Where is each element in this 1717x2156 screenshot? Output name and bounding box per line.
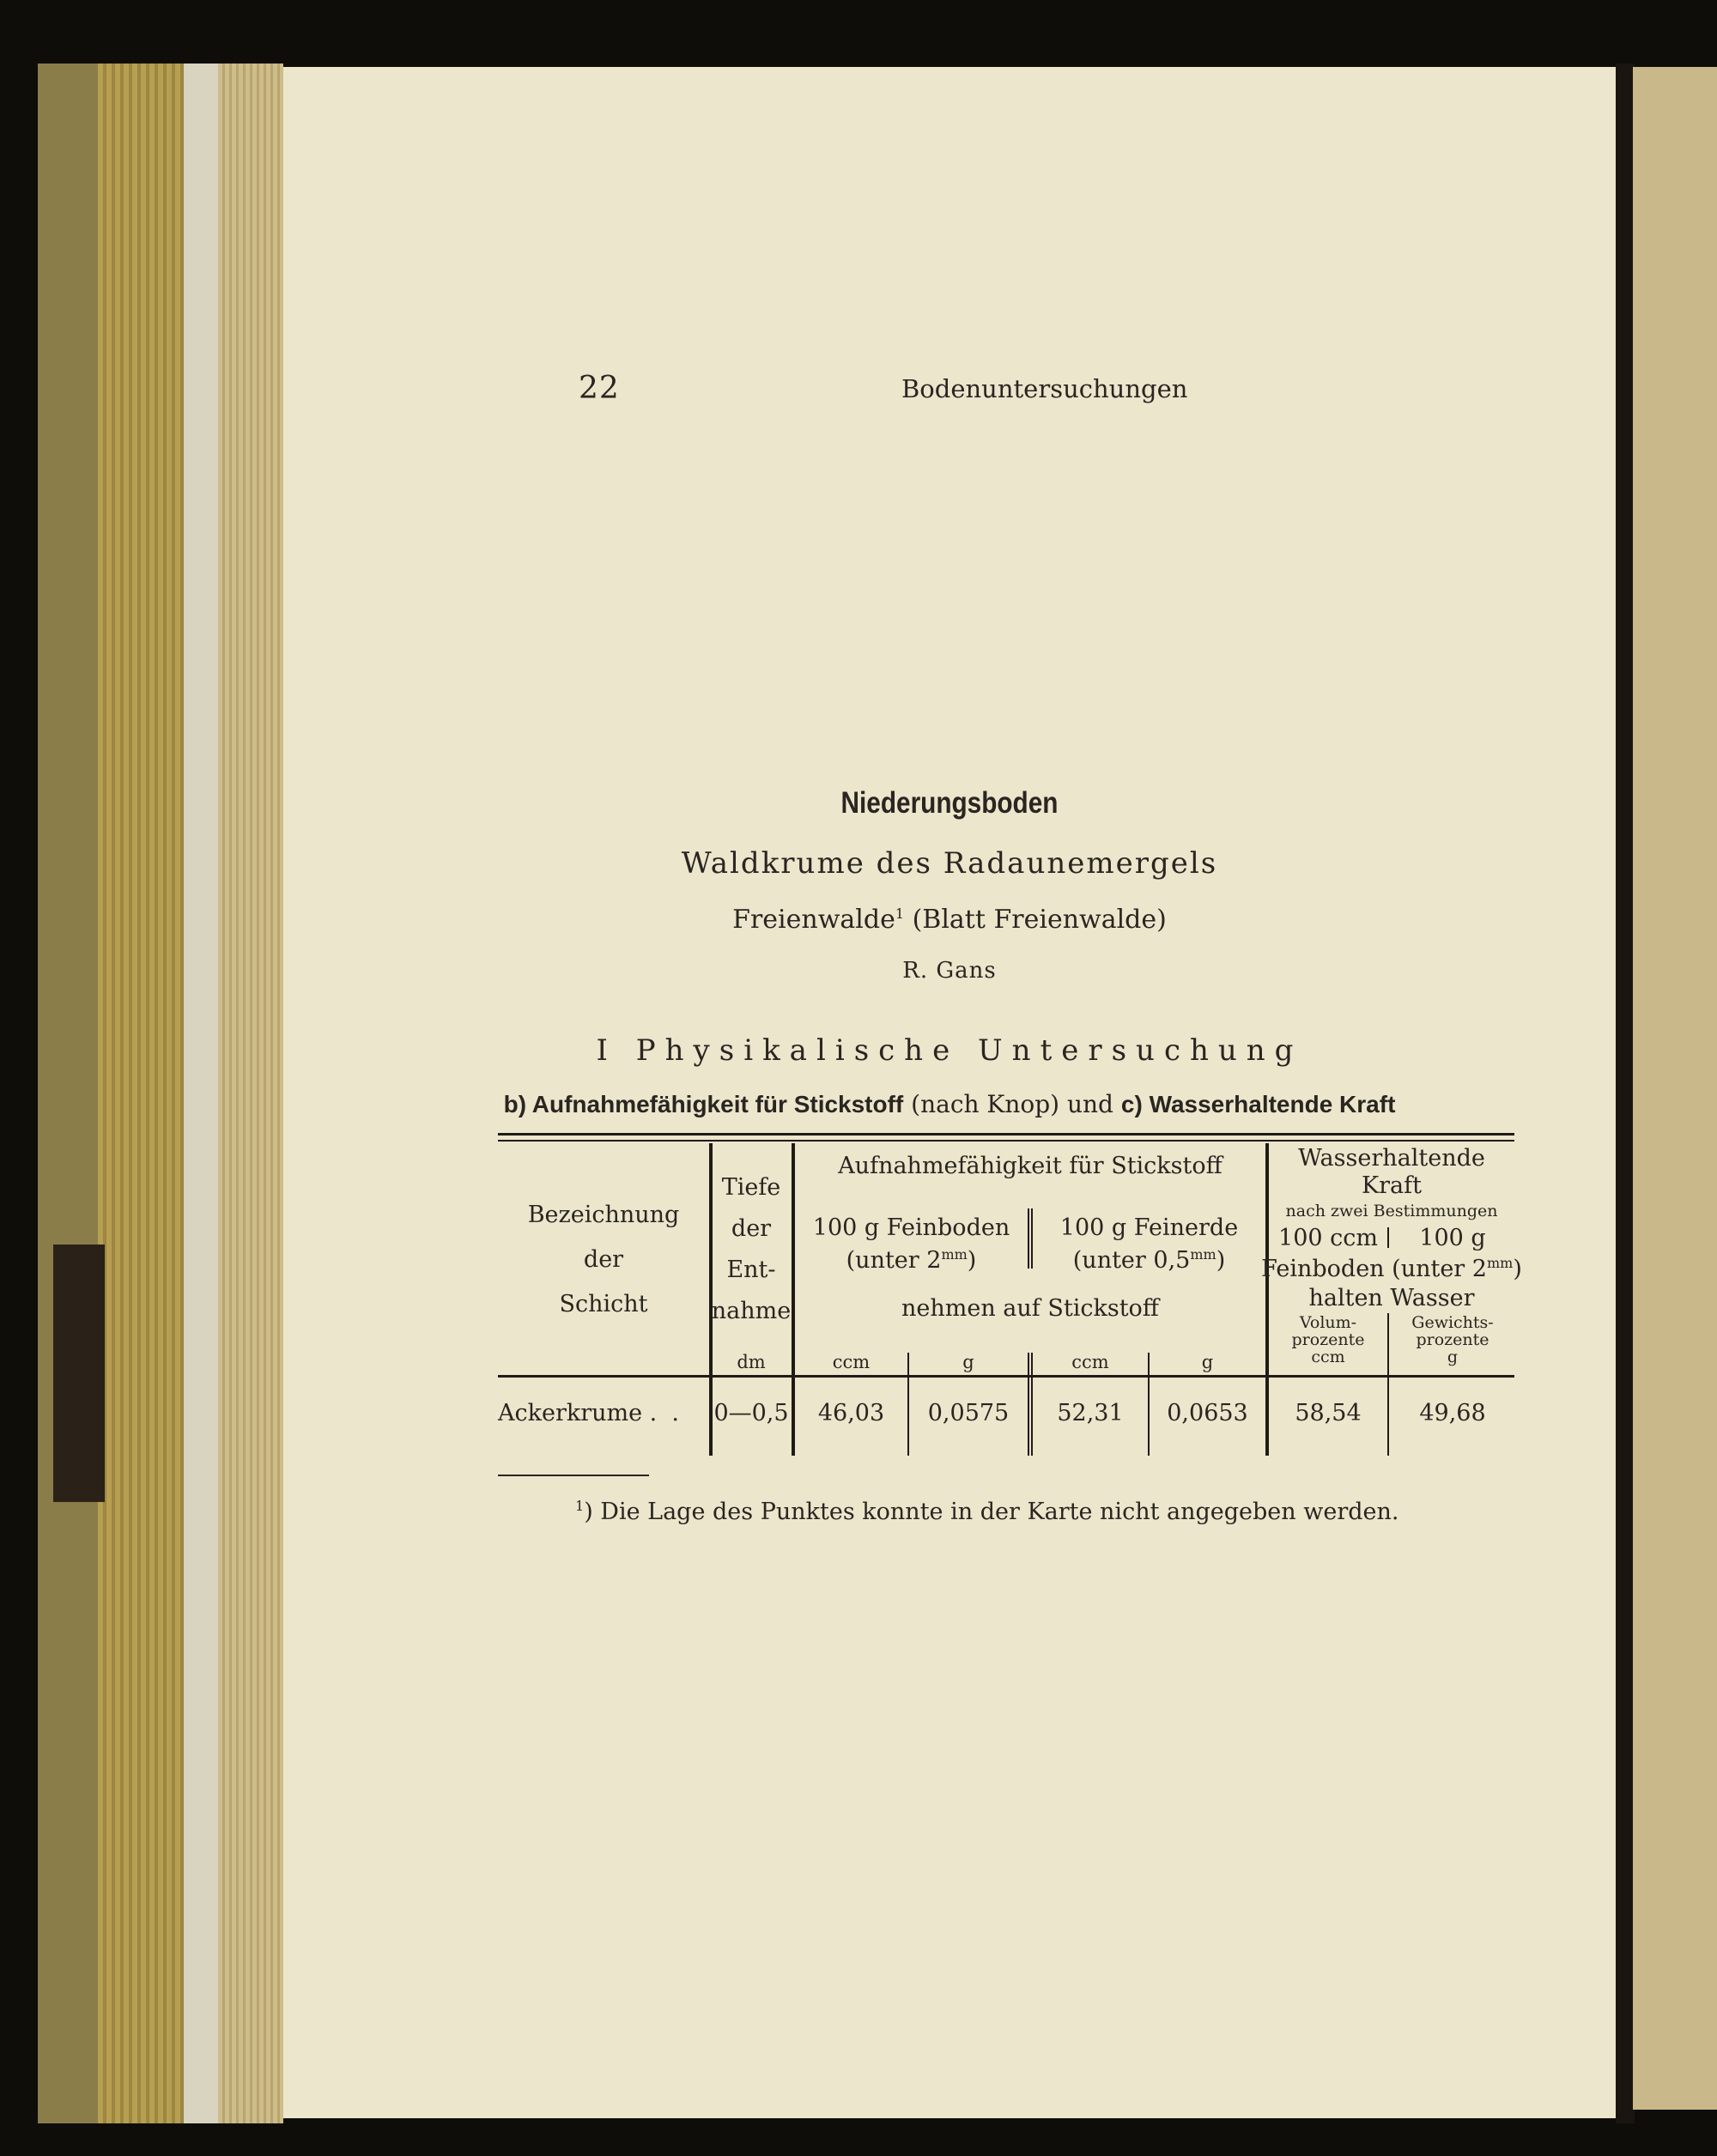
wasser-title2: Kraft — [1361, 1172, 1423, 1199]
header-tiefe-line3: Ent- — [726, 1257, 776, 1283]
table-rule-top-thin — [498, 1140, 1514, 1142]
feinboden-line2-pre: (unter 2 — [846, 1247, 942, 1274]
header-tiefe-line2: der — [731, 1215, 772, 1242]
unit-feinboden-g: g — [962, 1352, 974, 1372]
feinerde-line2 — [1033, 1245, 1265, 1277]
map-sheet: (Blatt Freienwalde) — [904, 905, 1167, 935]
gewichts-line2: prozente — [1416, 1329, 1489, 1349]
book-gutter-shadow — [1616, 64, 1635, 2123]
book-page-edges — [98, 64, 184, 2123]
wasser-feinboden-pre: Feinboden (unter 2 — [1261, 1256, 1487, 1282]
wasser-title1: Wasserhaltende — [1298, 1145, 1485, 1172]
volum-line1: Volum- — [1299, 1313, 1357, 1332]
volum-unit: ccm — [1311, 1347, 1345, 1366]
row-feinboden-g: 0,0575 — [927, 1400, 1010, 1426]
header-wasser — [1269, 1145, 1514, 1200]
page-title: Niederungsboden — [840, 786, 1059, 820]
feinerde-line2-post: ) — [1216, 1247, 1226, 1274]
wasser-halten: halten Wasser — [1308, 1285, 1475, 1311]
row-schicht: Ackerkrume . . — [498, 1400, 680, 1426]
unit-feinboden-ccm: ccm — [832, 1352, 871, 1372]
book-edge-outer — [38, 64, 98, 2123]
feinboden-line2-post: ) — [967, 1247, 977, 1274]
author: R. Gans — [902, 958, 997, 984]
gewichts-line1: Gewichts- — [1411, 1313, 1494, 1332]
footnote — [575, 1499, 1399, 1525]
row-feinerde-ccm: 52,31 — [1057, 1400, 1124, 1426]
header-bezeichnung — [498, 1193, 709, 1327]
book-page-edges-light — [184, 64, 218, 2123]
row-volum: 58,54 — [1295, 1400, 1362, 1426]
location-name: Freienwalde — [732, 905, 895, 935]
table-rule-header — [498, 1375, 1514, 1378]
wasser-100ccm: 100 ccm — [1278, 1225, 1378, 1251]
subsection-mid: (nach Knop) und — [903, 1090, 1121, 1118]
header-nehmen: nehmen auf Stickstoff — [901, 1295, 1159, 1322]
gewichts-unit: g — [1447, 1347, 1459, 1366]
wasser-feinboden — [1260, 1255, 1523, 1313]
wasser-nach: nach zwei Bestimmungen — [1285, 1202, 1498, 1220]
wasser-feinboden-sup: mm — [1486, 1255, 1514, 1271]
footnote-ref: 1 — [895, 905, 905, 922]
header-feinerde — [1033, 1212, 1265, 1277]
header-gewichts — [1391, 1315, 1514, 1366]
subsection-c: c) Wasserhaltende Kraft — [1120, 1091, 1396, 1117]
header-bezeichnung-line3: Schicht — [559, 1291, 648, 1317]
page-number: 22 — [579, 371, 620, 406]
document-page — [283, 67, 1616, 2118]
facing-page-edge — [1633, 67, 1717, 2110]
book-page-edges-inner — [218, 64, 283, 2123]
page-header — [283, 371, 1616, 414]
wasser-feinboden-post: ) — [1513, 1256, 1522, 1282]
header-tiefe-line4: nahme — [711, 1298, 792, 1324]
row-gewichts: 49,68 — [1419, 1400, 1486, 1426]
header-aufnahme: Aufnahmefähigkeit für Stickstoff — [838, 1153, 1223, 1179]
feinboden-line2 — [795, 1245, 1028, 1277]
feinboden-line2-sup: mm — [941, 1246, 968, 1263]
footnote-text: ) Die Lage des Punktes konnte in der Karte nicht angegeben werden. — [584, 1499, 1399, 1525]
row-tiefe: 0—0,5 — [713, 1400, 789, 1426]
footnote-mark: 1 — [575, 1498, 585, 1514]
feinerde-line2-pre: (unter 0,5 — [1072, 1247, 1191, 1274]
feinerde-line1: 100 g Feinerde — [1059, 1214, 1239, 1241]
header-feinboden — [795, 1212, 1028, 1277]
unit-feinerde-ccm: ccm — [1071, 1352, 1109, 1372]
footnote-rule — [498, 1475, 649, 1476]
divider-wasser-body — [1387, 1313, 1389, 1456]
feinboden-line1: 100 g Feinboden — [812, 1214, 1010, 1241]
soil-description: Waldkrume des Radaunemergels — [681, 846, 1218, 881]
unit-dm: dm — [737, 1352, 766, 1372]
subsection-b: b) Aufnahmefähigkeit für Stickstoff — [503, 1091, 904, 1117]
section-heading: I Physikalische Untersuchung — [596, 1033, 1303, 1068]
location-line — [283, 905, 1616, 935]
header-volum — [1269, 1315, 1387, 1366]
wasser-100g: 100 g — [1419, 1225, 1486, 1251]
header-tiefe-line1: Tiefe — [721, 1174, 781, 1201]
divider-wasser-head — [1387, 1227, 1389, 1248]
feinerde-line2-sup: mm — [1190, 1246, 1216, 1263]
data-table — [498, 1133, 1522, 1459]
header-tiefe — [711, 1167, 792, 1332]
table-rule-top — [498, 1133, 1514, 1136]
header-bezeichnung-line2: der — [583, 1246, 624, 1273]
running-head: Bodenuntersuchungen — [901, 374, 1188, 403]
header-bezeichnung-line1: Bezeichnung — [527, 1202, 680, 1228]
wasser-feinboden-line — [1260, 1255, 1523, 1284]
book-tab-marker — [53, 1245, 105, 1502]
volum-line2: prozente — [1291, 1329, 1365, 1349]
row-feinboden-ccm: 46,03 — [817, 1400, 885, 1426]
unit-feinerde-g: g — [1201, 1352, 1214, 1372]
subsection-heading — [283, 1090, 1616, 1118]
row-feinerde-g: 0,0653 — [1167, 1400, 1248, 1426]
